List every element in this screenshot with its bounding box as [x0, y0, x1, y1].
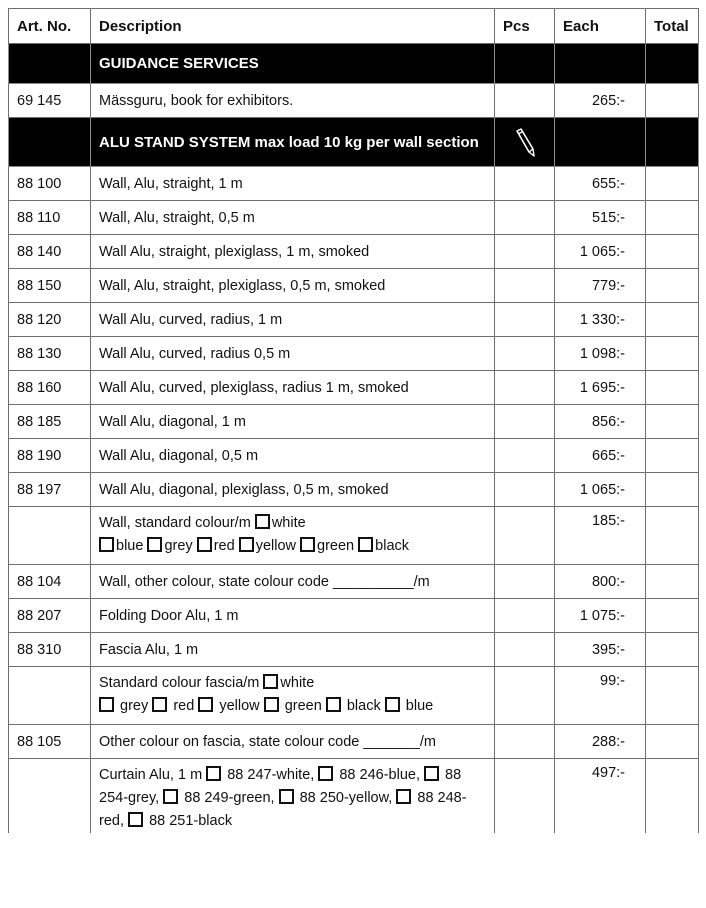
pcs-input[interactable]: [495, 667, 555, 725]
col-total: Total: [646, 9, 699, 44]
checkbox-blue[interactable]: [99, 537, 114, 552]
checkbox-grey[interactable]: [424, 766, 439, 781]
total-cell[interactable]: [646, 201, 699, 235]
table-row: [9, 269, 699, 303]
section-title: ALU STAND SYSTEM max load 10 kg per wall section: [91, 118, 495, 167]
each-price-cell: 497:-: [555, 759, 646, 834]
option-label: 88 250-yellow,: [299, 790, 393, 806]
total-cell[interactable]: [646, 235, 699, 269]
description-cell: Wall, Alu, straight, 1 m: [91, 167, 495, 201]
art-no-cell: 88 150: [9, 269, 91, 303]
total-cell[interactable]: [646, 84, 699, 118]
checkbox-red[interactable]: [197, 537, 212, 552]
checkbox-red[interactable]: [152, 697, 167, 712]
section-header-alu-stand: [9, 118, 699, 167]
option-label: white: [271, 515, 306, 531]
total-cell[interactable]: [646, 507, 699, 565]
fascia-colour-label: Standard colour fascia/m: [99, 675, 260, 691]
section-pcs-cell: [495, 118, 555, 167]
each-price-cell: 655:-: [555, 167, 646, 201]
section-each-cell: [555, 44, 646, 84]
total-cell[interactable]: [646, 337, 699, 371]
description-cell: [91, 507, 495, 565]
total-cell[interactable]: [646, 269, 699, 303]
description-cell: Other colour on fascia, state colour code _______/m: [91, 725, 495, 759]
pcs-input[interactable]: [495, 337, 555, 371]
pcs-input[interactable]: [495, 633, 555, 667]
total-cell[interactable]: [646, 473, 699, 507]
each-price-cell: 1 330:-: [555, 303, 646, 337]
table-row: [9, 473, 699, 507]
col-each: Each: [555, 9, 646, 44]
option-label: yellow: [219, 698, 260, 714]
total-cell[interactable]: [646, 405, 699, 439]
each-price-cell: 1 695:-: [555, 371, 646, 405]
option-label: yellow: [255, 538, 296, 554]
table-row: [9, 371, 699, 405]
table-row: [9, 167, 699, 201]
checkbox-green[interactable]: [300, 537, 315, 552]
section-art-cell: [9, 44, 91, 84]
col-pcs: Pcs: [495, 9, 555, 44]
option-label: blue: [116, 538, 144, 554]
checkbox-white[interactable]: [263, 674, 278, 689]
art-no-cell: [9, 667, 91, 725]
art-no-cell: 88 140: [9, 235, 91, 269]
section-title: GUIDANCE SERVICES: [91, 44, 495, 84]
total-cell[interactable]: [646, 633, 699, 667]
total-cell[interactable]: [646, 759, 699, 834]
art-no-cell: 88 120: [9, 303, 91, 337]
description-cell: Wall, Alu, straight, 0,5 m: [91, 201, 495, 235]
option-label: 88 251-black: [149, 813, 233, 829]
checkbox-yellow[interactable]: [198, 697, 213, 712]
description-cell: Wall Alu, curved, radius, 1 m: [91, 303, 495, 337]
section-pcs-cell: [495, 44, 555, 84]
each-price-cell: 1 075:-: [555, 599, 646, 633]
checkbox-black[interactable]: [358, 537, 373, 552]
option-label: red: [173, 698, 195, 714]
section-header-guidance: [9, 44, 699, 84]
checkbox-green[interactable]: [163, 789, 178, 804]
description-cell: Mässguru, book for exhibitors.: [91, 84, 495, 118]
each-price-cell: 185:-: [555, 507, 646, 565]
option-label: grey: [120, 698, 149, 714]
pcs-input[interactable]: [495, 235, 555, 269]
checkbox-blue[interactable]: [385, 697, 400, 712]
each-price-cell: 1 065:-: [555, 473, 646, 507]
description-cell: Wall Alu, diagonal, 0,5 m: [91, 439, 495, 473]
section-total-cell: [646, 44, 699, 84]
art-no-cell: 88 104: [9, 565, 91, 599]
checkbox-white[interactable]: [255, 514, 270, 529]
art-no-cell: 88 105: [9, 725, 91, 759]
total-cell[interactable]: [646, 371, 699, 405]
table-row: [9, 633, 699, 667]
pcs-input[interactable]: [495, 405, 555, 439]
description-cell: Wall Alu, straight, plexiglass, 1 m, smoked: [91, 235, 495, 269]
description-cell: Wall Alu, diagonal, 1 m: [91, 405, 495, 439]
art-no-cell: 88 100: [9, 167, 91, 201]
table-row-wall-colour: [9, 507, 699, 565]
each-price-cell: 395:-: [555, 633, 646, 667]
checkbox-black[interactable]: [128, 812, 143, 827]
art-no-cell: 88 185: [9, 405, 91, 439]
option-label: white: [280, 675, 315, 691]
checkbox-grey[interactable]: [147, 537, 162, 552]
art-no-cell: 88 130: [9, 337, 91, 371]
checkbox-grey[interactable]: [99, 697, 114, 712]
table-row: [9, 84, 699, 118]
curtain-label: Curtain Alu, 1 m: [99, 767, 203, 783]
each-price-cell: 288:-: [555, 725, 646, 759]
total-cell[interactable]: [646, 725, 699, 759]
table-header-row: [9, 9, 699, 44]
option-label: black: [375, 538, 410, 554]
description-cell: Wall Alu, curved, plexiglass, radius 1 m, smoked: [91, 371, 495, 405]
checkbox-blue[interactable]: [318, 766, 333, 781]
table-row: [9, 303, 699, 337]
table-row: [9, 565, 699, 599]
option-label: grey: [164, 538, 193, 554]
total-cell[interactable]: [646, 167, 699, 201]
option-label: 88 254-grey,: [99, 767, 462, 806]
each-price-cell: 1 065:-: [555, 235, 646, 269]
total-cell[interactable]: [646, 667, 699, 725]
pcs-input[interactable]: [495, 599, 555, 633]
table-row: [9, 725, 699, 759]
pcs-input[interactable]: [495, 269, 555, 303]
art-no-cell: [9, 759, 91, 834]
checkbox-red[interactable]: [396, 789, 411, 804]
section-art-cell: [9, 118, 91, 167]
pcs-input[interactable]: [495, 759, 555, 834]
description-cell: Wall Alu, curved, radius 0,5 m: [91, 337, 495, 371]
option-label: green: [317, 538, 355, 554]
checkbox-yellow[interactable]: [279, 789, 294, 804]
each-price-cell: 800:-: [555, 565, 646, 599]
description-cell: Wall, Alu, straight, plexiglass, 0,5 m, smoked: [91, 269, 495, 303]
table-row: [9, 439, 699, 473]
pcs-input[interactable]: [495, 201, 555, 235]
col-description: Description: [91, 9, 495, 44]
table-row: [9, 337, 699, 371]
each-price-cell: 515:-: [555, 201, 646, 235]
price-list-table: [8, 8, 699, 833]
art-no-cell: 88 110: [9, 201, 91, 235]
pcs-input[interactable]: [495, 371, 555, 405]
each-price-cell: 99:-: [555, 667, 646, 725]
description-cell: Folding Door Alu, 1 m: [91, 599, 495, 633]
pcs-input[interactable]: [495, 303, 555, 337]
table-row: [9, 599, 699, 633]
pcs-input[interactable]: [495, 167, 555, 201]
section-each-cell: [555, 118, 646, 167]
checkbox-green[interactable]: [264, 697, 279, 712]
option-label: 88 247-white,: [227, 767, 315, 783]
pcs-input[interactable]: [495, 507, 555, 565]
total-cell[interactable]: [646, 303, 699, 337]
each-price-cell: 265:-: [555, 84, 646, 118]
section-total-cell: [646, 118, 699, 167]
pcs-input[interactable]: [495, 725, 555, 759]
option-label: 88 249-green,: [184, 790, 275, 806]
pcs-input[interactable]: [495, 473, 555, 507]
option-label: 88 248-red,: [99, 790, 467, 829]
description-cell: [91, 759, 495, 834]
pcs-input[interactable]: [495, 84, 555, 118]
option-label: green: [284, 698, 322, 714]
pencil-icon: [512, 128, 538, 158]
wall-colour-label: Wall, standard colour/m: [99, 515, 251, 531]
total-cell[interactable]: [646, 565, 699, 599]
table-row: [9, 235, 699, 269]
art-no-cell: 88 310: [9, 633, 91, 667]
description-cell: [91, 667, 495, 725]
total-cell[interactable]: [646, 599, 699, 633]
checkbox-white[interactable]: [206, 766, 221, 781]
art-no-cell: 69 145: [9, 84, 91, 118]
art-no-cell: 88 190: [9, 439, 91, 473]
checkbox-black[interactable]: [326, 697, 341, 712]
checkbox-yellow[interactable]: [239, 537, 254, 552]
table-row-fascia-colour: [9, 667, 699, 725]
art-no-cell: 88 160: [9, 371, 91, 405]
option-label: red: [213, 538, 235, 554]
each-price-cell: 665:-: [555, 439, 646, 473]
col-art-no: Art. No.: [9, 9, 91, 44]
option-label: black: [346, 698, 381, 714]
description-cell: Fascia Alu, 1 m: [91, 633, 495, 667]
description-cell: Wall Alu, diagonal, plexiglass, 0,5 m, smoked: [91, 473, 495, 507]
description-cell: Wall, other colour, state colour code __________/m: [91, 565, 495, 599]
art-no-cell: 88 197: [9, 473, 91, 507]
each-price-cell: 856:-: [555, 405, 646, 439]
table-row-curtain: [9, 759, 699, 834]
each-price-cell: 1 098:-: [555, 337, 646, 371]
table-row: [9, 201, 699, 235]
option-label: 88 246-blue,: [339, 767, 420, 783]
pcs-input[interactable]: [495, 565, 555, 599]
each-price-cell: 779:-: [555, 269, 646, 303]
pcs-input[interactable]: [495, 439, 555, 473]
art-no-cell: [9, 507, 91, 565]
total-cell[interactable]: [646, 439, 699, 473]
art-no-cell: 88 207: [9, 599, 91, 633]
option-label: blue: [405, 698, 434, 714]
table-row: [9, 405, 699, 439]
